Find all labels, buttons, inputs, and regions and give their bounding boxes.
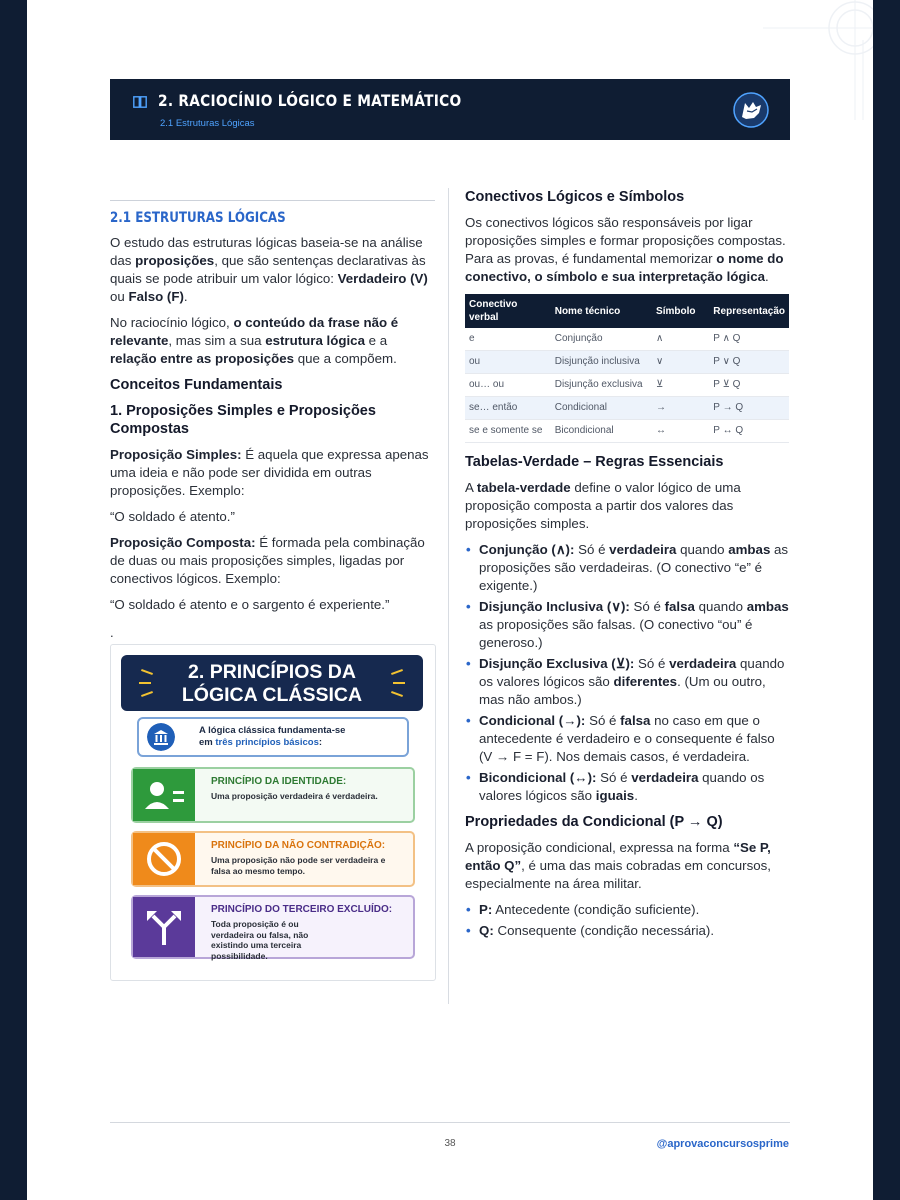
list-item	[479, 769, 790, 805]
principle-title: PRINCÍPIO DA NÃO CONTRADIÇÃO:	[211, 840, 386, 851]
text: , que são sentenças declarativas às quais se pode atribuir um valor lógico:	[110, 253, 426, 286]
table-cell: e	[465, 328, 551, 351]
bold-text: Proposição Simples:	[110, 447, 242, 462]
column-header: Conectivo verbal	[465, 294, 551, 328]
bold-text: verdadeira	[669, 656, 737, 671]
text: no caso em que o antecedente é verdadeiro e o consequente é falso (V → F = F). Nos demais casos, é verdadeira.	[479, 713, 775, 764]
table-row	[465, 351, 789, 374]
paragraph-intro	[110, 234, 435, 306]
principle-non-contradiction	[131, 831, 415, 887]
prohibited-icon	[133, 833, 195, 885]
text: quando	[676, 542, 729, 557]
figure-banner	[121, 655, 423, 711]
principle-desc: Toda proposição é ou verdadeira ou falsa, não existindo uma terceira possibilidade.	[211, 919, 309, 961]
text: Só é	[629, 599, 665, 614]
identity-icon	[133, 769, 195, 821]
column-header: Representação	[709, 294, 789, 328]
table-cell: P → Q	[709, 397, 789, 420]
bold-text: diferentes	[613, 674, 678, 689]
paragraph-conectivos	[465, 214, 790, 286]
bold-text: Disjunção Exclusiva (⊻):	[479, 656, 635, 671]
text: Antecedente (condição suficiente).	[492, 902, 700, 917]
bold-text: o nome do conectivo, o símbolo e sua interpretação lógica	[465, 251, 784, 284]
table-cell: Conjunção	[551, 328, 652, 351]
list-item	[479, 901, 790, 919]
chapter-title: 2. RACIOCÍNIO LÓGICO E MATEMÁTICO	[158, 91, 462, 110]
table-row	[465, 328, 789, 351]
text: :	[318, 737, 323, 748]
list-item	[479, 712, 790, 766]
text: É aquela que expressa apenas uma ideia e não pode ser dividida em outras proposições. Exemplo:	[110, 447, 429, 498]
principle-title: PRINCÍPIO DA IDENTIDADE:	[211, 776, 347, 787]
text: quando os valores lógicos são	[479, 770, 765, 803]
chapter-header	[110, 79, 790, 140]
section-title: 2.1 ESTRUTURAS LÓGICAS	[110, 210, 286, 226]
text: Só é	[585, 713, 621, 728]
text: Consequente (condição necessária).	[493, 923, 715, 938]
bold-text: tabela-verdade	[476, 480, 571, 495]
paragraph-tabelas	[465, 479, 790, 533]
text: , mas sim a sua	[168, 333, 266, 348]
table-cell: se… então	[465, 397, 551, 420]
bold-text: Disjunção Inclusiva (∨):	[479, 599, 630, 614]
column-divider	[448, 188, 449, 1004]
bold-text: Falso (F)	[128, 289, 184, 304]
table-cell: P ∨ Q	[709, 351, 789, 374]
text: define o valor lógico de uma proposição composta a partir dos valores das proposições simples.	[465, 480, 741, 531]
chapter-subtitle: 2.1 Estruturas Lógicas	[160, 118, 255, 129]
fork-arrows-icon	[133, 897, 195, 957]
truth-rules-list	[465, 541, 790, 805]
table-cell: P ↔ Q	[709, 420, 789, 443]
bold-text: Verdadeiro (V)	[337, 271, 428, 286]
list-item	[479, 655, 790, 709]
bold-text: Condicional (→):	[479, 713, 586, 728]
bold-text: ambas	[746, 599, 789, 614]
bold-text: relação entre as proposições	[110, 351, 295, 366]
principles-figure	[110, 644, 436, 981]
text: A proposição condicional, expressa na forma	[465, 840, 734, 855]
bold-text: Proposição Composta:	[110, 535, 256, 550]
table-cell: ∧	[652, 328, 709, 351]
figure-intro-box	[137, 717, 409, 757]
table-row	[465, 374, 789, 397]
text: as proposições são falsas. (O conectivo “ou” é generoso.)	[479, 617, 753, 650]
bold-text: falsa	[664, 599, 695, 614]
table-cell: ou… ou	[465, 374, 551, 397]
list-item	[479, 598, 790, 652]
principle-identity	[131, 767, 415, 823]
text: que a compõem.	[294, 351, 397, 366]
bold-text: ambas	[728, 542, 771, 557]
table-header-row	[465, 294, 789, 328]
paragraph-simples	[110, 446, 435, 500]
text: as proposições são verdadeiras. (O conectivo “e” é exigente.)	[479, 542, 789, 593]
bold-text: estrutura lógica	[265, 333, 365, 348]
table-row	[465, 420, 789, 443]
example-composta: “O soldado é atento e o sargento é experiente.”	[110, 597, 390, 612]
heading-proposicoes: 1. Proposições Simples e Proposições Compostas	[110, 403, 376, 437]
text: O estudo das estruturas lógicas baseia-se na análise das	[110, 235, 423, 268]
list-item	[479, 541, 790, 595]
page	[27, 0, 873, 1200]
bold-text: falsa	[620, 713, 651, 728]
highlight-text: três princípios básicos	[215, 737, 319, 748]
text: Só é	[596, 770, 632, 785]
properties-list	[465, 901, 790, 940]
text: Só é	[574, 542, 610, 557]
principle-excluded-middle	[131, 895, 415, 959]
text: em	[199, 737, 216, 748]
table-cell: se e somente se	[465, 420, 551, 443]
text: No raciocínio lógico,	[110, 315, 234, 330]
bold-text: “Se P, então Q”	[465, 840, 771, 873]
figure-title-line1: 2. PRINCÍPIOS DA	[188, 661, 356, 683]
text: quando	[694, 599, 747, 614]
bold-text: Conjunção (∧):	[479, 542, 575, 557]
example-simples: “O soldado é atento.”	[110, 509, 235, 524]
table-cell: Disjunção inclusiva	[551, 351, 652, 374]
table-cell: →	[652, 397, 709, 420]
list-item	[479, 922, 790, 940]
bold-text: verdadeira	[631, 770, 699, 785]
wolf-logo-icon	[732, 91, 770, 129]
table-cell: ⊻	[652, 374, 709, 397]
page-number: 38	[444, 1138, 456, 1149]
text: É formada pela combinação de duas ou mais proposições simples, ligadas por conectivos lógicos. Exemplo:	[110, 535, 425, 586]
heading-propriedades: Propriedades da Condicional (P → Q)	[465, 814, 723, 830]
principle-title: PRINCÍPIO DO TERCEIRO EXCLUÍDO:	[211, 904, 393, 915]
text: quando os valores lógicos são	[479, 656, 785, 689]
table-cell: ∨	[652, 351, 709, 374]
text: ou	[110, 289, 129, 304]
right-column	[465, 188, 790, 948]
bold-text: P:	[479, 902, 493, 917]
table-cell: Condicional	[551, 397, 652, 420]
social-handle: @aprovaconcursosprime	[656, 1138, 789, 1150]
bold-text: Bicondicional (↔):	[479, 770, 597, 785]
stray-dot: .	[110, 625, 114, 640]
bold-text: verdadeira	[609, 542, 677, 557]
book-icon	[133, 96, 147, 108]
text: A lógica clássica fundamenta-se	[199, 725, 346, 736]
figure-title-line2: LÓGICA CLÁSSICA	[181, 684, 363, 706]
text: .	[634, 788, 638, 803]
principle-desc: Uma proposição verdadeira é verdadeira.	[211, 791, 378, 801]
table-cell: ↔	[652, 420, 709, 443]
column-header: Símbolo	[652, 294, 709, 328]
connectives-table	[465, 294, 789, 443]
bold-text: iguais	[595, 788, 635, 803]
paragraph-relevance	[110, 314, 435, 368]
footer-rule	[110, 1122, 790, 1123]
temple-icon	[147, 723, 175, 751]
bold-text: Q:	[479, 923, 494, 938]
table-cell: P ⊻ Q	[709, 374, 789, 397]
text: .	[765, 269, 769, 284]
text: e a	[364, 333, 388, 348]
left-column	[110, 200, 435, 642]
figure-intro-text	[199, 725, 345, 749]
paragraph-propriedades	[465, 839, 790, 893]
text: .	[183, 289, 188, 304]
heading-tabelas: Tabelas-Verdade – Regras Essenciais	[465, 454, 724, 470]
table-cell: Bicondicional	[551, 420, 652, 443]
heading-conceitos: Conceitos Fundamentais	[110, 377, 283, 393]
table-row	[465, 397, 789, 420]
bold-text: o conteúdo da frase não é relevante	[110, 315, 399, 348]
paragraph-composta	[110, 534, 435, 588]
heading-conectivos: Conectivos Lógicos e Símbolos	[465, 189, 685, 205]
text: Só é	[634, 656, 670, 671]
text: Os conectivos lógicos são responsáveis por ligar proposições simples e formar proposições compostas. Para as provas, é fundamental memorizar	[465, 215, 786, 266]
table-cell: ou	[465, 351, 551, 374]
text: , é uma das mais cobradas em concursos, especialmente na área militar.	[465, 858, 771, 891]
column-header: Nome técnico	[551, 294, 652, 328]
table-cell: Disjunção exclusiva	[551, 374, 652, 397]
principle-desc: Uma proposição não pode ser verdadeira e falsa ao mesmo tempo.	[211, 855, 386, 876]
bold-text: proposições	[135, 253, 215, 268]
table-cell: P ∧ Q	[709, 328, 789, 351]
text: . (Um ou outro, mas não ambos.)	[479, 674, 766, 707]
text: A	[465, 480, 477, 495]
